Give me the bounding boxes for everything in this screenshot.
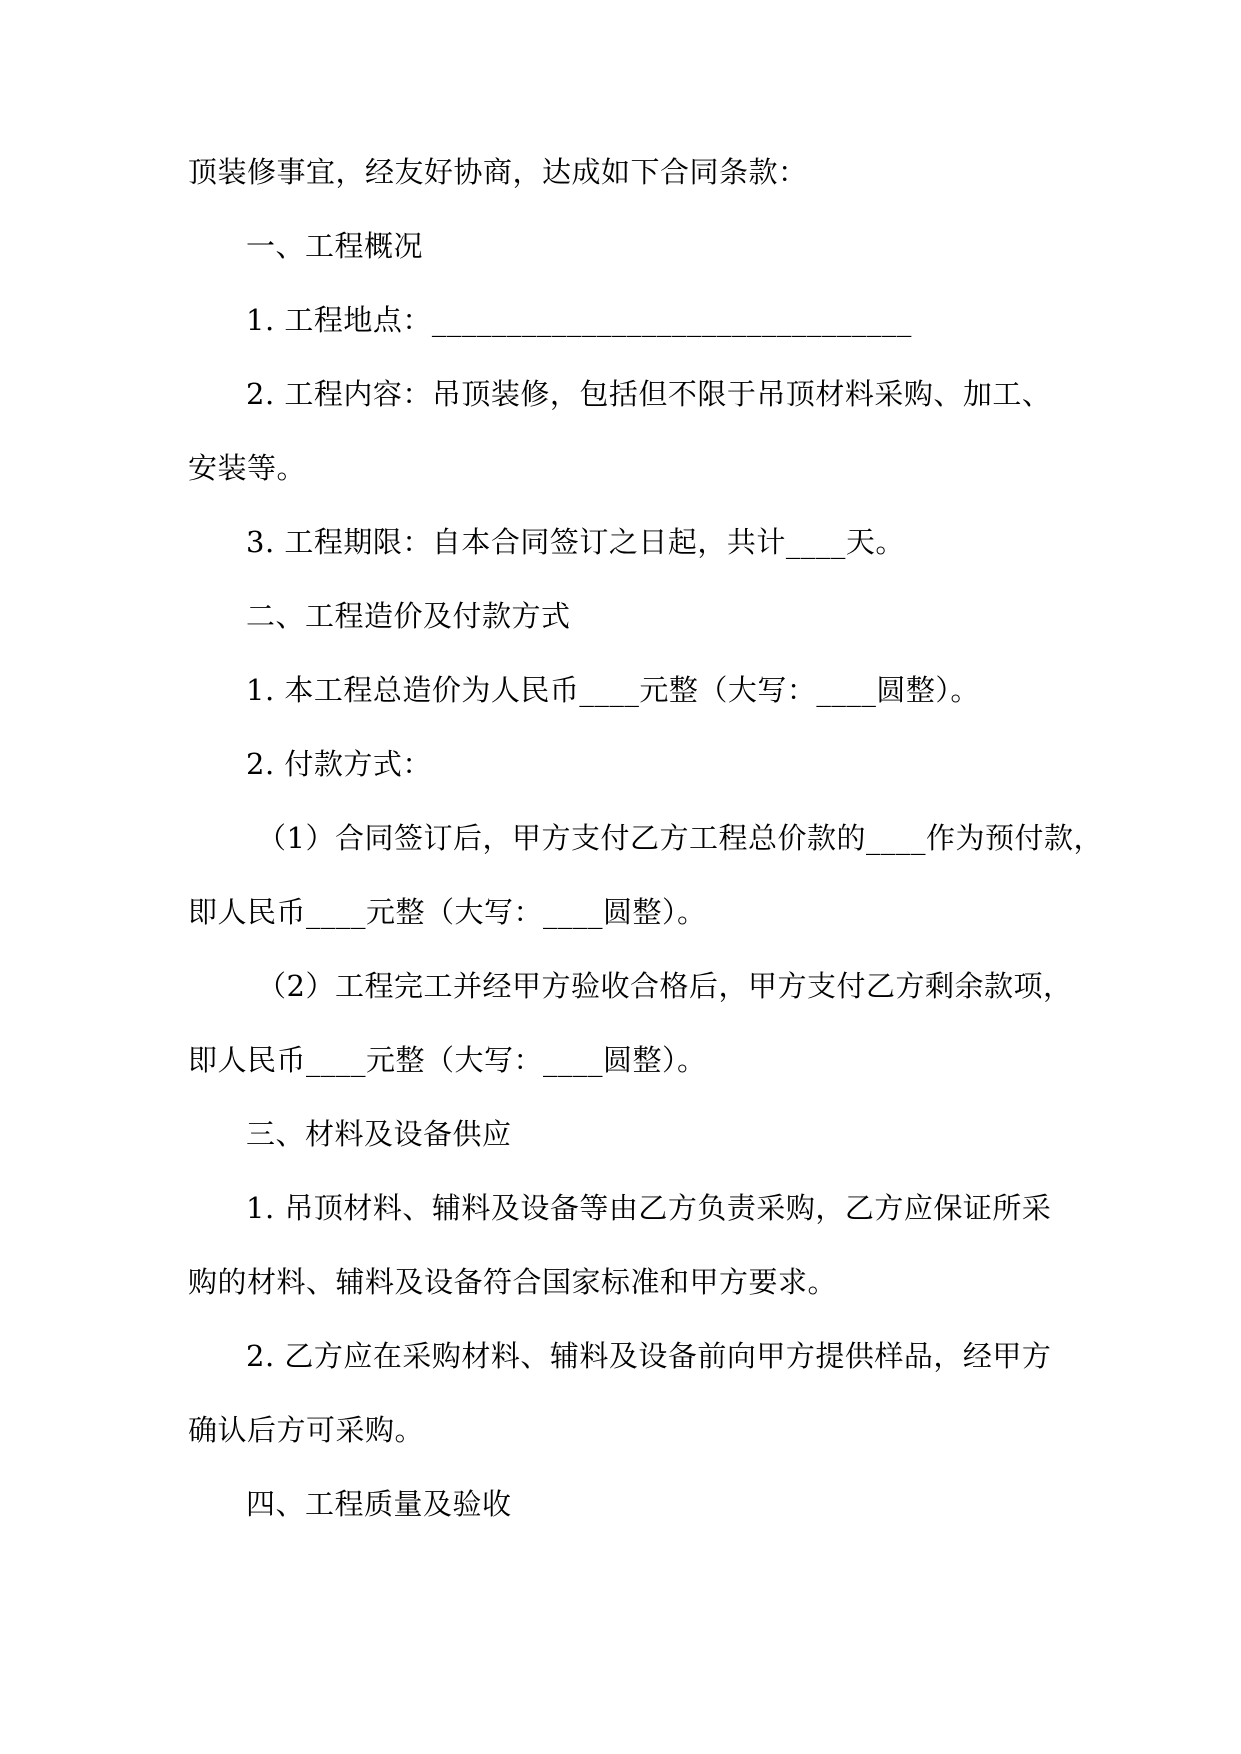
section-heading-materials: 三、材料及设备供应 [246,1117,512,1151]
clause-project-content: 2. 工程内容：吊顶装修，包括但不限于吊顶材料采购、加工、 [246,377,1052,411]
clause-project-content-continued: 安装等。 [188,451,307,485]
section-heading-cost-payment: 二、工程造价及付款方式 [246,599,571,633]
clause-material-samples-continued: 确认后方可采购。 [188,1413,425,1447]
clause-total-cost: 1. 本工程总造价为人民币____元整（大写：____圆整）。 [246,673,980,707]
section-heading-project-overview: 一、工程概况 [246,229,424,263]
clause-project-duration: 3. 工程期限：自本合同签订之日起，共计____天。 [246,525,905,559]
section-heading-quality-acceptance: 四、工程质量及验收 [246,1487,512,1521]
clause-final-payment-continued: 即人民币____元整（大写：____圆整）。 [188,1043,707,1077]
clause-material-procurement-continued: 购的材料、辅料及设备符合国家标准和甲方要求。 [188,1265,838,1299]
clause-material-samples: 2. 乙方应在采购材料、辅料及设备前向甲方提供样品，经甲方 [246,1339,1052,1373]
paragraph-intro-continued: 顶装修事宜，经友好协商，达成如下合同条款： [188,155,808,189]
clause-payment-method: 2. 付款方式： [246,747,432,781]
clause-project-location: 1. 工程地点：________________________________ [246,303,912,337]
clause-advance-payment-continued: 即人民币____元整（大写：____圆整）。 [188,895,707,929]
clause-material-procurement: 1. 吊顶材料、辅料及设备等由乙方负责采购，乙方应保证所采 [246,1191,1052,1225]
clause-advance-payment: （1）合同签订后，甲方支付乙方工程总价款的____作为预付款， [257,821,1103,855]
clause-final-payment: （2）工程完工并经甲方验收合格后，甲方支付乙方剩余款项， [257,969,1073,1003]
